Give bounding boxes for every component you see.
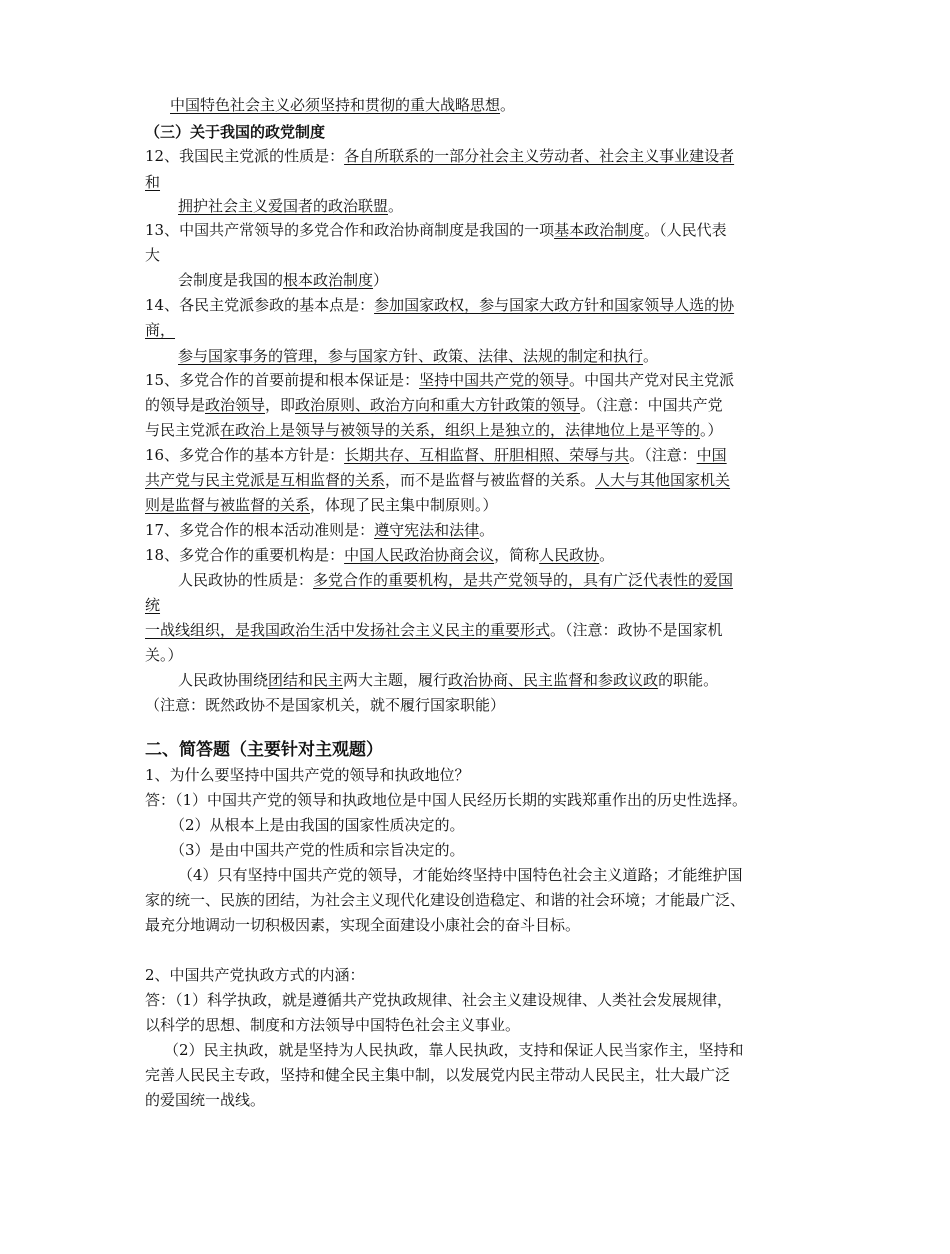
- heading-short-answer: 二、简答题（主要针对主观题）: [145, 740, 383, 760]
- paragraph-strategic-thought: 中国特色社会主义必须坚持和贯彻的重大战略思想。: [170, 96, 516, 114]
- item-16-line1: 16、多党合作的基本方针是：长期共存、互相监督、肝胆相照、荣辱与共。（注意：中国: [145, 446, 727, 464]
- item-14-line1: 14、各民主党派参政的基本点是：参加国家政权，参与国家大政方针和国家领导人选的协: [145, 296, 735, 314]
- item-16-line2: 共产党与民主党派是互相监督的关系，而不是监督与被监督的关系。人大与其他国家机关: [145, 471, 731, 489]
- item-15-line1: 15、多党合作的首要前提和根本保证是：坚持中国共产党的领导。中国共产党对民主党派: [145, 371, 735, 389]
- answer-1-line2: （2）从根本上是由我国的国家性质决定的。: [170, 816, 465, 834]
- item-12-line1: 12、我国民主党派的性质是：各自所联系的一部分社会主义劳动者、社会主义事业建设者: [145, 147, 735, 165]
- item-13-line3: 会制度是我国的根本政治制度）: [178, 271, 389, 289]
- item-13-line1: 13、中国共产常领导的多党合作和政治协商制度是我国的一项基本政治制度。（人民代表: [145, 221, 727, 239]
- cppcc-nature-line2: 统: [145, 596, 161, 614]
- answer-1-line6: 最充分地调动一切积极因素，实现全面建设小康社会的奋斗目标。: [145, 916, 581, 934]
- answer-2-line1: 答：（1）科学执政，就是遵循共产党执政规律、社会主义建设规律、人类社会发展规律，: [145, 991, 733, 1009]
- answer-1-line3: （3）是由中国共产党的性质和宗旨决定的。: [170, 841, 465, 859]
- answer-1-line1: 答：（1）中国共产党的领导和执政地位是中国人民经历长期的实践郑重作出的历史性选择。: [145, 791, 748, 809]
- item-13-line2: 大: [145, 246, 161, 264]
- answer-2-line3: （2）民主执政，就是坚持为人民执政，靠人民执政，支持和保证人民当家作主，坚持和: [164, 1041, 744, 1059]
- item-16-line3: 则是监督与被监督的关系，体现了民主集中制原则。）: [145, 496, 498, 514]
- question-1: 1、为什么要坚持中国共产党的领导和执政地位？: [145, 766, 470, 784]
- item-14-line3: 参与国家事务的管理，参与国家方针、政策、法律、法规的制定和执行。: [178, 347, 659, 365]
- cppcc-functions-line1: 人民政协围绕团结和民主两大主题，履行政治协商、民主监督和参政议政的职能。: [178, 671, 719, 689]
- answer-1-line5: 家的统一、民族的团结，为社会主义现代化建设创造稳定、和谐的社会环境；才能最广泛、: [145, 891, 746, 909]
- item-17: 17、多党合作的根本活动准则是：遵守宪法和法律。: [145, 521, 495, 539]
- item-12-line2: 和: [145, 173, 161, 191]
- question-2: 2、中国共产党执政方式的内涵：: [145, 966, 365, 984]
- answer-2-line2: 以科学的思想、制度和方法领导中国特色社会主义事业。: [145, 1016, 521, 1034]
- item-12-line3: 拥护社会主义爱国者的政治联盟。: [178, 197, 404, 215]
- heading-party-system: （三）关于我国的政党制度: [145, 123, 326, 141]
- cppcc-functions-line2: （注意：既然政协不是国家机关，就不履行国家职能）: [145, 696, 506, 714]
- answer-2-line5: 的爱国统一战线。: [145, 1091, 266, 1109]
- cppcc-nature-line4: 关。）: [145, 646, 183, 664]
- item-18: 18、多党合作的重要机构是：中国人民政治协商会议，简称人民政协。: [145, 546, 615, 564]
- answer-2-line4: 完善人民民主专政，坚持和健全民主集中制，以发展党内民主带动人民民主，壮大最广泛: [145, 1066, 731, 1084]
- item-15-line2: 的领导是政治领导，即政治原则、政治方向和重大方针政策的领导。（注意：中国共产党: [145, 396, 723, 414]
- cppcc-nature-line3: 一战线组织，是我国政治生活中发扬社会主义民主的重要形式。（注意：政协不是国家机: [145, 621, 723, 639]
- answer-1-line4: （4）只有坚持中国共产党的领导，才能始终坚持中国特色社会主义道路；才能维护国: [178, 866, 743, 884]
- item-15-line3: 与民主党派在政治上是领导与被领导的关系，组织上是独立的，法律地位上是平等的。）: [145, 421, 723, 439]
- cppcc-nature-line1: 人民政协的性质是：多党合作的重要机构，是共产党领导的，具有广泛代表性的爱国: [178, 571, 734, 589]
- item-14-line2: 商，: [145, 321, 176, 339]
